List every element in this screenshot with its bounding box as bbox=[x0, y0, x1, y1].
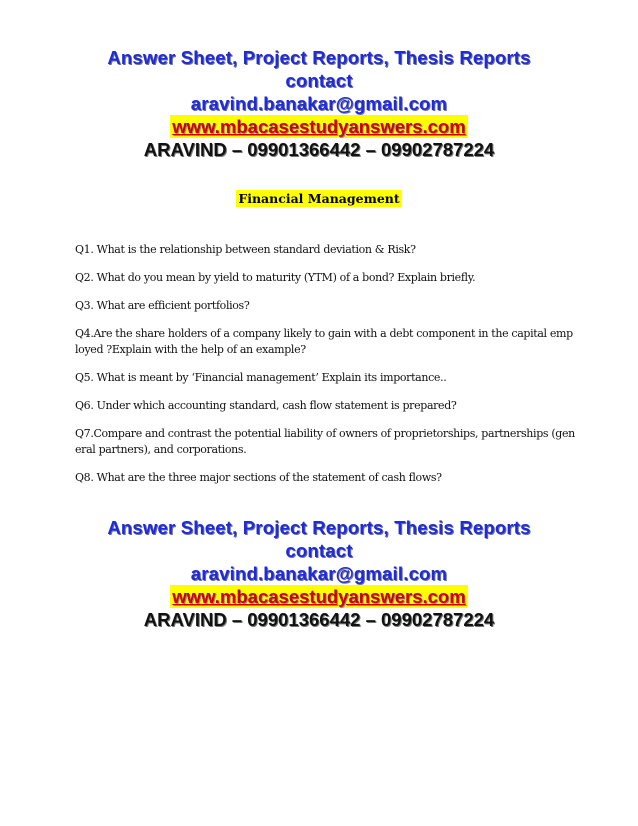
banner-phone: ARAVIND – 09901366442 – 09902787224 bbox=[143, 609, 495, 630]
question-item: Q6. Under which accounting standard, cash flow statement is prepared? bbox=[75, 399, 457, 412]
banner-heading: Answer Sheet, Project Reports, Thesis Reports bbox=[107, 47, 531, 68]
banner-website-link[interactable]: www.mbacasestudyanswers.com bbox=[172, 116, 466, 137]
question-item: Q4.Are the share holders of a company likely to gain with a debt component in the capital employed ?Explain with the help of an example? bbox=[75, 327, 573, 356]
contact-banner-bottom bbox=[0, 516, 638, 631]
banner-contact-label: contact bbox=[285, 540, 353, 561]
section-title bbox=[0, 191, 638, 207]
question-item: Q8. What are the three major sections of the statement of cash flows? bbox=[75, 471, 442, 484]
banner-contact-label: contact bbox=[285, 70, 353, 91]
question-item: Q2. What do you mean by yield to maturity (YTM) of a bond? Explain briefly. bbox=[75, 271, 476, 284]
question-item: Q5. What is meant by ‘Financial management’ Explain its importance.. bbox=[75, 371, 447, 384]
section-title-text: Financial Management bbox=[238, 191, 400, 206]
question-item: Q1. What is the relationship between standard deviation & Risk? bbox=[75, 243, 416, 256]
contact-banner-top bbox=[0, 46, 638, 161]
banner-email[interactable]: aravind.banakar@gmail.com bbox=[190, 93, 448, 114]
question-item: Q3. What are efficient portfolios? bbox=[75, 299, 250, 312]
question-list bbox=[75, 242, 575, 498]
banner-email[interactable]: aravind.banakar@gmail.com bbox=[190, 563, 448, 584]
banner-heading: Answer Sheet, Project Reports, Thesis Reports bbox=[107, 517, 531, 538]
banner-phone: ARAVIND – 09901366442 – 09902787224 bbox=[143, 139, 495, 160]
banner-website-link[interactable]: www.mbacasestudyanswers.com bbox=[172, 586, 466, 607]
question-item: Q7.Compare and contrast the potential liability of owners of proprietorships, partnerships (general partners), and corporations. bbox=[75, 427, 575, 456]
